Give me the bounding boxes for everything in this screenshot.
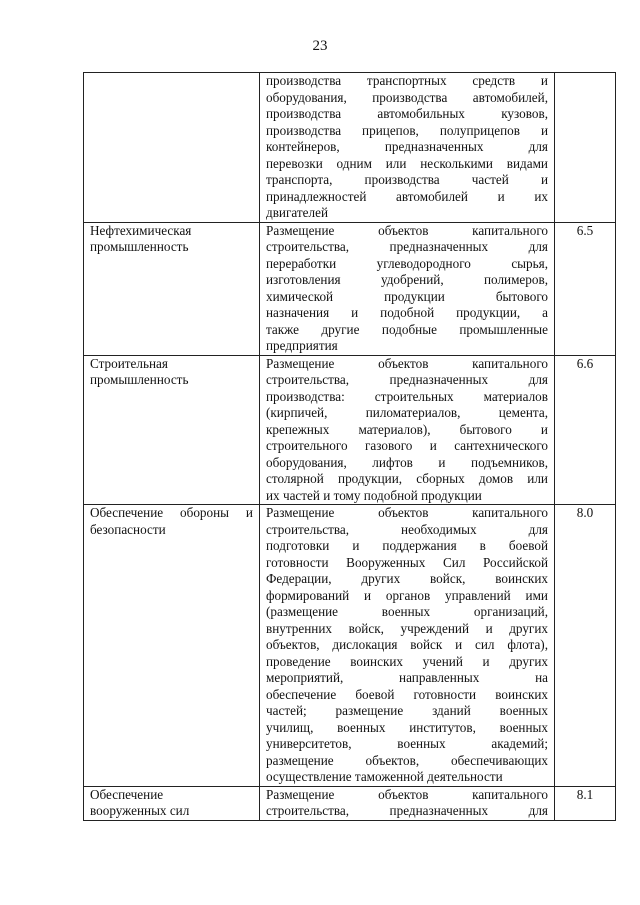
land-use-description-line: контейнеров, предназначенных для bbox=[266, 139, 548, 154]
land-use-description-line: оборудования, лифтов и подъемников, bbox=[266, 454, 548, 470]
land-use-code-cell bbox=[555, 73, 616, 223]
page-number: 23 bbox=[312, 38, 328, 54]
land-use-description-line: их частей и тому подобной продукции bbox=[266, 487, 482, 503]
land-use-description-line: Размещение объектов капитального bbox=[266, 222, 548, 238]
land-use-description-line: обеспечение боевой готовности воинских bbox=[266, 686, 548, 702]
land-use-description-line: мероприятий, направленных на bbox=[266, 670, 548, 685]
land-use-description-line: формирований и органов управлений ими bbox=[266, 587, 548, 603]
land-use-name-line: промышленность bbox=[90, 239, 189, 254]
land-use-description-line: крепежных материалов), бытового и bbox=[266, 421, 548, 437]
land-use-description-line: столярной продукции, сборных домов или bbox=[266, 471, 548, 486]
land-use-description-cell bbox=[260, 73, 555, 223]
land-use-description-line: изготовления удобрений, полимеров, bbox=[266, 272, 548, 287]
land-use-description-line: (размещение военных организаций, bbox=[266, 604, 548, 619]
land-use-name-line: Обеспечение bbox=[90, 786, 164, 802]
land-use-description-line: строительства, предназначенных для bbox=[266, 803, 548, 818]
land-use-description-cell bbox=[260, 786, 555, 820]
table-row bbox=[84, 222, 616, 355]
land-use-description-line: частей; размещение зданий военных bbox=[266, 703, 548, 718]
land-use-code-cell: 8.1 bbox=[555, 786, 616, 820]
land-use-description-line: Размещение объектов капитального bbox=[266, 786, 548, 802]
land-use-description-line: двигателей bbox=[266, 205, 329, 220]
land-use-description-line: готовности Вооруженных Сил Российской bbox=[266, 554, 548, 570]
land-use-description-line: также другие подобные промышленные bbox=[266, 321, 548, 337]
land-use-description-line: строительного газового и сантехнического bbox=[266, 438, 548, 453]
land-use-description-line: транспорта, производства частей и bbox=[266, 172, 548, 187]
land-use-description-line: проведение воинских учений и других bbox=[266, 653, 548, 669]
land-use-description-line: назначения и подобной продукции, а bbox=[266, 305, 548, 320]
land-use-name-line: Строительная bbox=[90, 355, 168, 371]
table-row bbox=[84, 505, 616, 787]
land-use-description-line: производства автомобильных кузовов, bbox=[266, 106, 548, 121]
land-use-description-line: строительства, необходимых для bbox=[266, 521, 548, 537]
land-use-code-cell: 6.6 bbox=[555, 355, 616, 505]
land-use-description-line: Размещение объектов капитального bbox=[266, 355, 548, 371]
land-use-name-cell bbox=[84, 505, 260, 787]
land-use-name-cell bbox=[84, 73, 260, 223]
land-use-table bbox=[83, 72, 616, 821]
land-use-description-line: (кирпичей, пиломатериалов, цемента, bbox=[266, 405, 548, 420]
land-use-name-line: безопасности bbox=[90, 521, 166, 537]
land-use-description-cell bbox=[260, 222, 555, 355]
table-row bbox=[84, 786, 616, 820]
land-use-description-line: производства транспортных средств и bbox=[266, 73, 548, 88]
land-use-description-line: оборудования, производства автомобилей, bbox=[266, 89, 548, 105]
land-use-description-line: училищ, военных институтов, военных bbox=[266, 719, 548, 735]
land-use-description-line: размещение объектов, обеспечивающих bbox=[266, 752, 548, 768]
land-use-description-line: принадлежностей автомобилей и их bbox=[266, 188, 548, 204]
land-use-name-line: промышленность bbox=[90, 372, 189, 387]
land-use-code-cell: 8.0 bbox=[555, 505, 616, 787]
land-use-description-line: переработки углеводородного сырья, bbox=[266, 255, 548, 271]
table-row bbox=[84, 73, 616, 223]
land-use-description-line: строительства, предназначенных для bbox=[266, 239, 548, 254]
land-use-description-line: осуществление таможенной деятельности bbox=[266, 769, 503, 784]
land-use-description-line: производства прицепов, полуприцепов и bbox=[266, 122, 548, 138]
land-use-description-line: производства: строительных материалов bbox=[266, 388, 548, 404]
land-use-description-cell bbox=[260, 355, 555, 505]
land-use-description-line: Федерации, других войск, воинских bbox=[266, 571, 548, 586]
land-use-code-cell: 6.5 bbox=[555, 222, 616, 355]
land-use-name-line: Нефтехимическая bbox=[90, 222, 192, 238]
land-use-name-cell bbox=[84, 222, 260, 355]
land-use-description-line: Размещение объектов капитального bbox=[266, 505, 548, 520]
table-row bbox=[84, 355, 616, 505]
table-body bbox=[84, 73, 616, 821]
land-use-description-line: подготовки и поддержания в боевой bbox=[266, 538, 548, 553]
land-use-description-line: химической продукции бытового bbox=[266, 288, 548, 304]
land-use-name-cell bbox=[84, 786, 260, 820]
land-use-description-cell bbox=[260, 505, 555, 787]
land-use-name-cell bbox=[84, 355, 260, 505]
land-use-name-line: Обеспечение обороны и bbox=[90, 505, 253, 520]
land-use-description-line: объектов, дислокация войск и сил флота), bbox=[266, 637, 548, 652]
land-use-description-line: предприятия bbox=[266, 338, 338, 353]
land-use-description-line: перевозки одним или несколькими видами bbox=[266, 155, 548, 171]
land-use-description-line: внутренних войск, учреждений и других bbox=[266, 620, 548, 636]
land-use-description-line: университетов, военных академий; bbox=[266, 736, 548, 751]
land-use-name-line: вооруженных сил bbox=[90, 803, 190, 818]
land-use-description-line: строительства, предназначенных для bbox=[266, 372, 548, 387]
